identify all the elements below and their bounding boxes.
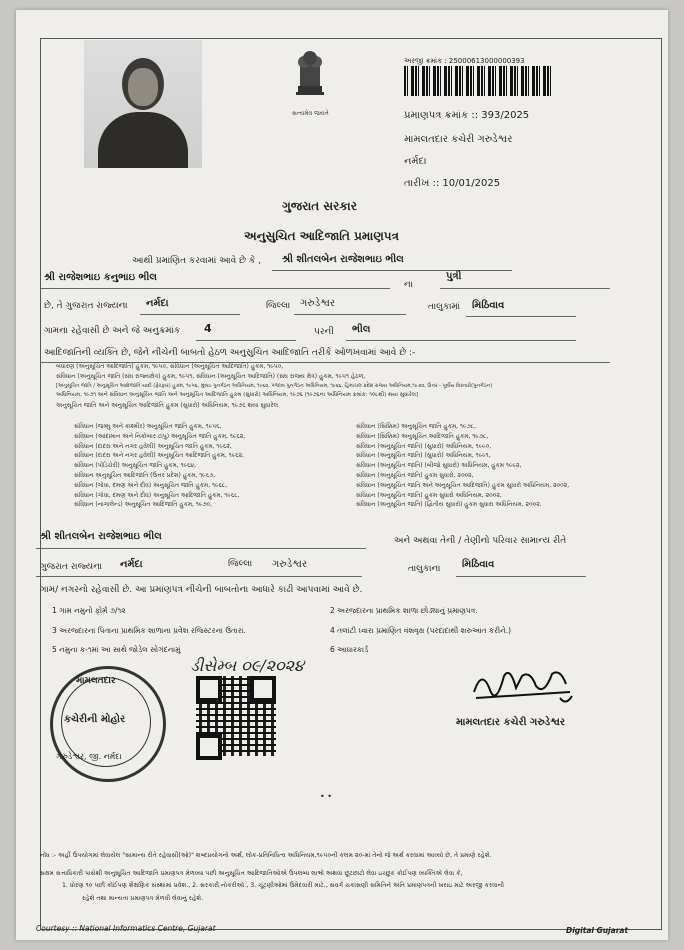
father-name: શ્રી રાજેશભાઇ કનુભાઇ ભીલ [44,272,157,283]
officer-signature [470,662,580,712]
footer-brand: Digital Gujarat [566,926,629,935]
doc-item: 1 ગામ નમુનો ફોર્મ ૭/૧૨ [52,606,126,615]
note-3: 1. ધોરણ ૧૦ પછી કોઈપણ શૈક્ષણિક સંસ્થામાં પ્રવેશ., 2. સરકારી નોકરીઓ., 3. ચૂંટણીઓમાં ઉમેદવારી માટે., સંવર્ગ ચકાસણી સમિતિને અંતિ પ્રમાણપત્રની ખરાઇ માટે અરજી કરવાની [62,882,504,889]
footer-courtesy: Courtesy :: National Informatics Centre, Gujarat [36,924,216,933]
certificate-date: તારીખ :: 10/01/2025 [404,178,501,189]
district-value: નર્મદા [146,298,169,309]
resident-text-2: ગામ/ નગરનો રહેવાસી છે. આ પ્રમાણપત્ર નીચેની બાબતોના આધારે કાઢી આપવામાં આવે છે. [40,585,363,595]
applicant-photo [84,40,202,168]
certificate-title: અનુસુચિત આદિજાતિ પ્રમાણપત્ર [244,229,399,243]
holder-name-2: શ્રી શીતલબેન રાજેશભાઇ ભીલ [40,531,162,542]
taluka-value: ગરુડેશ્વર [300,298,336,309]
serial-no: 4 [204,322,212,335]
orders-right-list: સંવિધાન (સિક્કિમ) અનુસૂચિત જાતિ હુકમ, ૧૯૭૮, સંવિધાન (સિક્કિમ) અનુસૂચિત આદિજાતિ હુકમ, ૧૯૭૮, સંવિધાન (અનુસૂચિત જાતિ) (સુધારો) અધિનિયમ, ૧૯૯૦, સંવિધાન (અનુસૂચિત જાતિ) (સુધારો) અધિનિયમ, ૧૯૯૧, સંવિધાન (અનુસૂચિત જાતિ) (બીજો સુધારો) અધિનિયમ, હુકમ ૧૯૯૨, સંવિધાન (અનુસૂચિત જાતિ) હુકમ સુધારો, ૨૦૦૨, સંવિધાન (અનુસૂચિત જાતિ અને અનુસૂચિત આદિજાતિ) હુકમ સુધારો અધિનિયમ, ૨૦૦૨, સંવિધાન (અનુસૂચિત જાતિ) હુકમ સુધારો અધિનિયમ, ૨૦૦૨, સંવિધાન (અનુસૂચિત જાતિ) (દ્વિતીય સુધારો) હુકમ સુધારા અધિનિયમ, ૨૦૦૨. [356,423,570,509]
intro-text: આદિજાતિની વ્યક્તિ છે, જેને નીચેની બાબતો હેઠળ અનુસુચિત આદિજાતિ તરીકે ઓળખવામાં આવે છે :- [44,348,416,358]
doc-item: 6 આધારકાર્ડ [330,645,369,654]
doc-item: 3 અરજદારના પિતાના પ્રાથમિક શાળાના પ્રવેશ રજિસ્ટરના ઉતારા. [52,626,246,635]
signatory-designation: મામલતદાર કચેરી ગરુડેશ્વર [456,717,566,728]
orders-block: બંધારણ (અનુસૂચિત આદિજાતિ) હુકમ, ૧૯૫૦, સંવિધાન (અનુસૂચિત આદિજાતિ) હુકમ, ૧૯૫૦, સંવિધાન (અનુસૂચિત જાતિ (સંઘ રાજ્યક્ષેત્ર) હુકમ, ૧૯૫૧, સંવિધાન (અનુસૂચિત આદિજાતિ) (સંઘ રાજ્ય ક્ષેત્ર) હુકમ, ૧૯૫૧ હેઠળ, [અનુસૂચિત જાતિ / અનુસૂચિત આદિજાતિ યાદી (ફેરફાર) હુકમ, ૧૯૫૬, મુંબઇ પુનર્ગઠન અધિનિયમ, ૧૯૬૦, પંજાબ પુનર્ગઠન અધિનિયમ, ૧૯૬૬, હિમાચલ પ્રદેશ રાજ્ય અધિનિયમ,૧૯૭૦, ઉત્તર - પૂર્વીય વિસ્તારો(પુનર્ગઠન) અધિનિયમ, ૧૯૭૧ અને સંવિધાન અનુસૂચિત જાતિ અને અનુસૂચિત આદિજાતિ હુકમ (સુધારો) અધિનિયમ, ૧૯૭૬ (૧૯૭૬ના અધિનિયમ ક્રમાંક: ૧૦૮થી) થયા સુધારેલ] અનુસૂચિત જાતિ અને અનુસૂચિત આદિજાતિ હુકમ (સુધારો) અધિનિયમ, ૧૯૭૬ થયા સુધારેલ [56,363,493,410]
government-title: ગુજરાત સરકાર [282,199,357,213]
orders-left-list: સંવિધાન (જમ્મુ અને કાશ્મીર) અનુસૂચિત જાતિ હુકમ, ૧૯૫૬, સંવિધાન (આંદામાન અને નિકોબાર ટાપુ) અનુસૂચિત જાતિ હુકમ, ૧૯૬૨, સંવિધાન (દાદરા અને નગર હવેલી) અનુસૂચિત જાતિ હુકમ, ૧૯૬૨, સંવિધાન (દાદરા અને નગર હવેલી) અનુસૂચિત આદિજાતિ હુકમ, ૧૯૬૨, સંવિધાન (પોંડિચેરી) અનુસૂચિત જાતિ હુકમ, ૧૯૬૪, સંવિધાન અનુસૂચિત આદિજાતિ (ઉત્તર પ્રદેશ) હુકમ, ૧૯૬૭, સંવિધાન (ગોવા, દમણ અને દીવ) અનુસૂચિત જાતિ હુકમ, ૧૯૬૮, સંવિધાન (ગોવા, દમણ અને દીવ) અનુસૂચિત આદિજાતિ હુકમ, ૧૯૬૮, સંવિધાન (નાગાલેન્ડ) અનુસૂચિત આદિજાતિ હુકમ, ૧૯૭૦, [74,423,246,509]
relation: પુત્રી [446,271,462,282]
certify-text: આથી પ્રમાણિત કરવામાં આવે છે કે , [132,256,261,266]
taluka-value-2: ગરુડેશ્વર [272,559,308,570]
doc-item: 4 તલાટી ધ્વારા પ્રમાણિત વંશવૃક્ષ (પરદાદાથી શરુઆત કરીને.) [330,626,512,635]
holder-name: શ્રી શીતલબેન રાજેશભાઇ ભીલ [282,254,404,265]
issuing-district: નર્મદા [404,156,427,167]
district-value-2: નર્મદા [120,559,143,570]
note-1: નોંધ :- અહીં ઉપયોગમાં લેવાયેલ "સામાન્ય રીતે રહેવાસી(ઓ)" શબ્દપ્રયોગનો અર્થ, લોક-પ્રતિનિધિત્વ અધિનિયમ,૧૯૫૦ની કલમ ૨૦-માં તેનો જે અર્થ કરવામાં આવ્યો છે, તે પ્રમાણે રહેશે. [40,852,492,859]
doc-item: 5 નમુના ક-૧માં આ સાથે જોડેલ સોગંદનામું [52,645,181,654]
certificate-number: પ્રમાણપત્ર ક્રમાંક :: 393/2025 [404,110,530,121]
note-2: સક્ષમ સત્તાધિકારી પાસેથી અનુસૂચિત આદિજાતિ પ્રમાણપત્ર મેળવ્યા પછી અનુસૂચિત આદિજાતિઓએ ઉપલબ્ધ લાભો અથવા છૂટછાટો લેવા ઇચ્છુક કોઈપણ વ્યક્તિએ લેવા કે, [40,870,463,877]
note-4: રહેશે તથા માન્યતા પ્રમાણપત્ર મેળવી લેવાનું રહેશે. [82,895,204,902]
handwritten-date: ડીસેમ્બ ૦૯/૨૦૨૪ [190,656,304,675]
tribe-value: ભીલ [352,324,371,335]
application-serial: અરજી ક્રમાંક : 25000613000000393 [404,57,525,65]
village-value-2: મિઠિવાવ [462,559,495,570]
issuing-office: મામલતદાર કચેરી ગરુડેશ્વર [404,134,513,145]
village-value: મિઠિવાવ [472,300,505,311]
emblem-motto: સત્યમેવ જયતે [292,110,329,117]
national-emblem-icon [290,46,330,106]
doc-item: 2 અરજદારના પ્રાથમિક શાળા છોડ્યાનું પ્રમાણપત્ર. [330,606,478,615]
barcode [404,66,554,96]
